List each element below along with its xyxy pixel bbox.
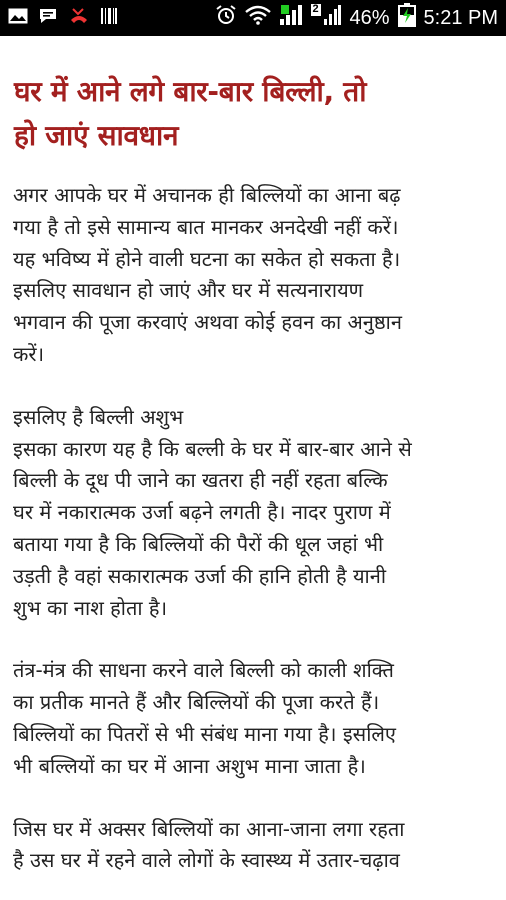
paragraph-line: यह भविष्य में होने वाली घटना का सकेत हो सकता है।	[13, 246, 401, 271]
image-icon	[8, 8, 28, 28]
paragraph-line: उड़ती है वहां सकारात्मक उर्जा की हानि होती है यानी	[13, 563, 387, 588]
paragraph-line: बिल्लियों का पितरों से भी संबंध माना गया है। इसलिए	[13, 721, 396, 746]
paragraph-line: भी बल्लियों का घर में आना अशुभ माना जाता है।	[13, 753, 366, 778]
article-paragraph	[13, 402, 492, 625]
signal-icon	[311, 4, 341, 32]
paragraph-line: इसका कारण यह है कि बल्ली के घर में बार-बार आने से	[13, 436, 412, 461]
paragraph-line: इसलिए सावधान हो जाएं और घर में सत्यनारायण	[13, 278, 364, 303]
paragraph-line: है उस घर में रहने वाले लोगों के स्वास्थ्य में उतार-चढ़ाव	[13, 848, 400, 873]
paragraph-line: घर में नकारात्मक उर्जा बढ़ने लगती है। नादर पुराण में	[13, 500, 391, 525]
paragraph-line: बिल्ली के दूध पी जाने का खतरा ही नहीं रहता बल्कि	[13, 468, 388, 493]
paragraph-line: तंत्र-मंत्र की साधना करने वाले बिल्ली को काली शक्ति	[13, 658, 394, 683]
paragraph-line: शुभ का नाश होता है।	[13, 595, 168, 620]
paragraph-line: जिस घर में अक्सर बिल्लियों का आना-जाना लगा रहता	[13, 816, 405, 841]
paragraph-line: इसलिए है बिल्ली अशुभ	[13, 404, 184, 429]
paragraph-line: भगवान की पूजा करवाएं अथवा कोई हवन का अनुष्ठान	[13, 310, 402, 335]
barcode-icon	[100, 7, 118, 29]
status-bar	[0, 0, 506, 36]
sim-label: 2	[312, 3, 319, 15]
paragraph-line: गया है तो इसे सामान्य बात मानकर अनदेखी नहीं करें।	[13, 214, 399, 239]
paragraph-line: अगर आपके घर में अचानक ही बिल्लियों का आना बढ़	[13, 183, 401, 207]
article-paragraph	[13, 814, 492, 878]
paragraph-line: बताया गया है कि बिल्लियों की पैरों की धूल जहां भी	[13, 531, 384, 556]
notification-icons	[8, 0, 118, 36]
system-icons	[215, 0, 498, 36]
battery-charging-icon	[398, 3, 416, 33]
article-body	[0, 158, 506, 877]
wifi-icon	[245, 5, 271, 31]
article-paragraph	[13, 180, 492, 371]
paragraph-line: का प्रतीक मानते हैं और बिल्लियों की पूजा करते हैं।	[13, 690, 380, 715]
title-line: घर में आने लगे बार-बार बिल्ली, तो	[14, 75, 367, 108]
battery-percent: 46%	[349, 6, 390, 29]
signal-icon	[279, 4, 303, 32]
missed-call-icon	[68, 6, 90, 30]
article-paragraph	[13, 655, 492, 782]
clock: 5:21 PM	[423, 6, 498, 29]
paragraph-line: करें।	[13, 341, 45, 366]
alarm-icon	[215, 4, 237, 32]
article-title	[0, 36, 506, 158]
message-icon	[38, 7, 58, 29]
title-line: हो जाएं सावधान	[14, 119, 179, 152]
article-view[interactable]	[0, 36, 506, 900]
